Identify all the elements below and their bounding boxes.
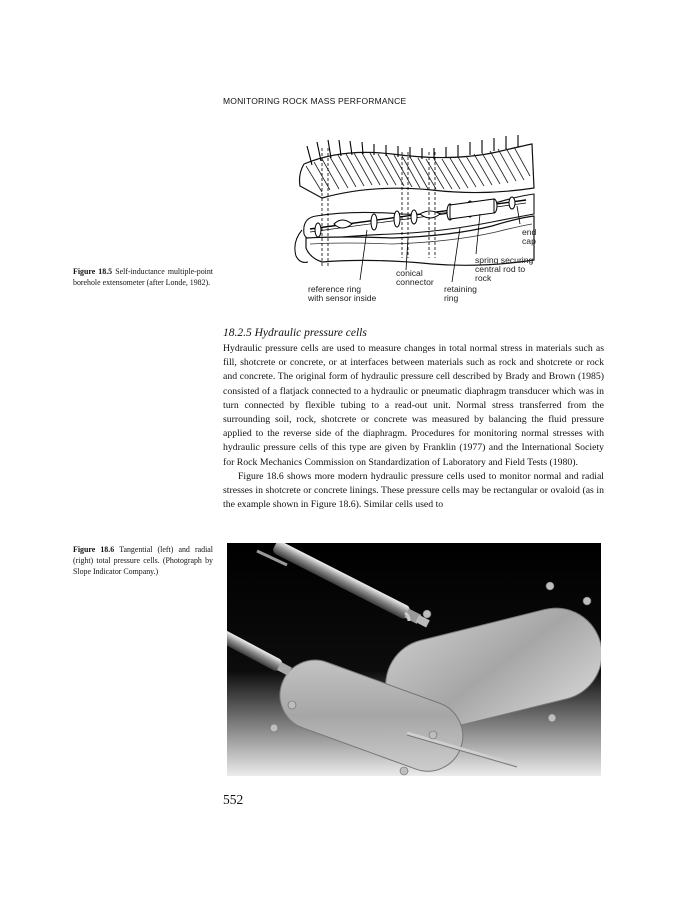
section-heading: 18.2.5 Hydraulic pressure cells [223,327,367,339]
running-head: MONITORING ROCK MASS PERFORMANCE [223,96,407,106]
label-spring: rock [475,273,492,283]
body-text [223,342,604,512]
figure-number: Figure 18.5 [73,267,113,276]
pressure-cells-photo [227,543,601,776]
paragraph: Hydraulic pressure cells are used to measure changes in total normal stress in materials such as fill, shotcrete or concrete, or at interfaces between materials such as rock and shotcrete or rock and concrete. The original form of hydraulic pressure cell described by Brady and Brown (1985) consisted of a flatjack connected to a hydraulic or pneumatic diaphragm transducer which was in turn connected by flexible tubing to a read-out unit. Normal stress transferred from the surrounding soil, rock, shotcrete or concrete was measured by balancing the fluid pressure applied to the reverse side of the diaphragm. Procedures for monitoring normal stresses with hydraulic pressure cells of this type are given by Franklin (1977) and the International Society for Rock Mechanics Commission on Standardization of Laboratory and Field Tests (1980). [223,343,604,468]
label-conical-connector: conical [396,268,423,278]
label-end-cap: end [522,227,537,237]
label-retaining-ring: ring [444,293,459,303]
figure-18-5-caption [73,266,213,288]
figure-18-6-caption [73,544,213,578]
caption-text: Tangential (left) and radial (right) total pressure cells. (Photograph by Slope Indicator Company.) [73,545,213,577]
paragraph: Figure 18.6 shows more modern hydraulic pressure cells used to monitor normal and radial stresses in shotcrete or concrete linings. These pressure cells may be rectangular or ovaloid (as in the example shown in Figure 18.6). Similar cells used to [223,470,604,511]
label-retaining-ring: retaining [444,284,477,294]
label-conical-connector: connector [396,277,434,287]
label-spring: spring securing [475,255,534,265]
figure-number: Figure 18.6 [73,545,115,554]
label-reference-ring: reference ring [308,284,362,294]
label-spring: central rod to [475,264,526,274]
figure-18-6-photo [227,543,601,776]
caption-text: Self-inductance multiple-point borehole extensometer (after Londe, 1982). [73,267,213,288]
figure-18-5 [282,118,544,308]
page-number: 552 [223,792,244,807]
label-reference-ring: with sensor inside [308,293,377,303]
label-end-cap: cap [522,236,536,246]
